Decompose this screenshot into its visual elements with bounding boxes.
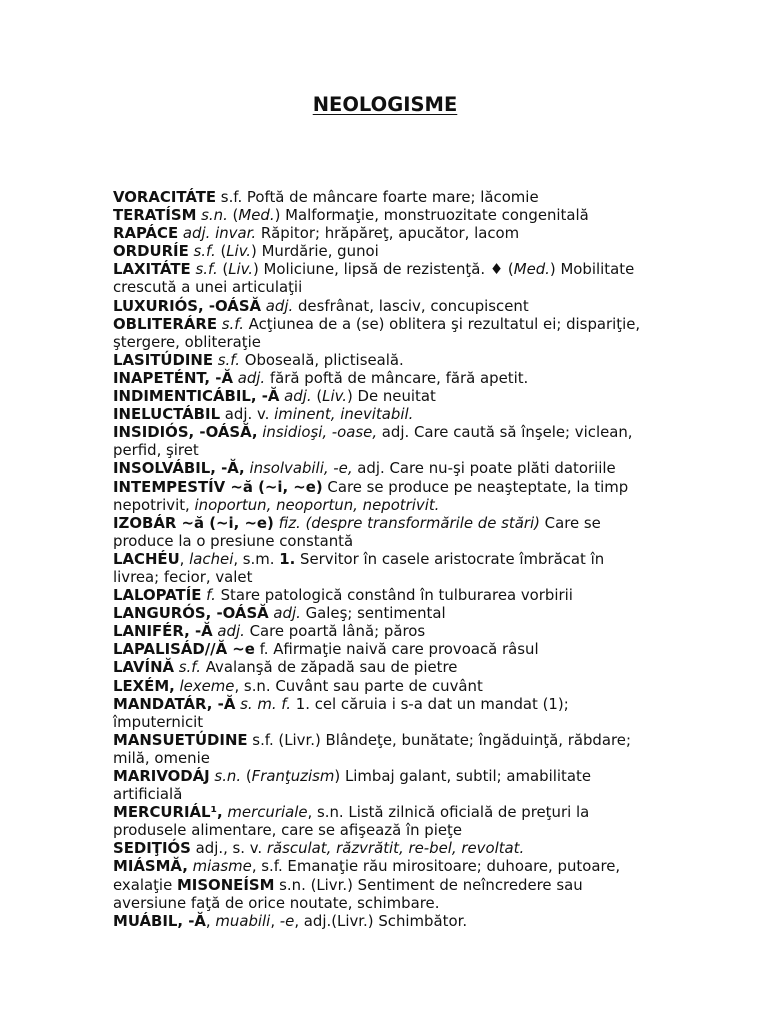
headword: TERATÍSM	[113, 206, 197, 225]
grammar-note: insidioşi, -oase,	[257, 423, 378, 442]
definition-text: , s.f. Emanaţie rău mirositoare; duhoare, putoare,	[251, 857, 621, 876]
entry-line	[113, 459, 713, 477]
entry-line	[113, 206, 713, 224]
grammar-note: muabili	[215, 911, 271, 930]
definition-text: fără poftă de mâncare, fără apetit.	[265, 368, 529, 387]
entry-line	[113, 514, 713, 532]
definition-text: perfid, şiret	[113, 441, 199, 460]
definition-text: f. Afirmaţie naivă care provoacă râsul	[254, 640, 539, 659]
headword: VORACITÁTE	[113, 188, 217, 206]
definition-text: ) De neuitat	[346, 387, 436, 406]
grammar-note: Med.	[238, 206, 275, 225]
entry-line	[113, 839, 713, 857]
headword: INAPETÉNT, -Ă	[113, 368, 233, 387]
entry-line	[113, 695, 713, 713]
entry-line	[113, 496, 713, 514]
definition-text: adj. Care nu-şi poate plăti datoriile	[352, 459, 616, 478]
entry-line	[113, 586, 713, 604]
entry-line	[113, 242, 713, 260]
definition-text: , s.n. Listă zilnică oficială de preţuri la	[307, 803, 590, 822]
entry-line	[113, 260, 713, 278]
definition-text: ) Moliciune, lipsă de rezistenţă. ♦ (	[253, 260, 514, 279]
entry-line	[113, 297, 713, 315]
page-title: NEOLOGISME	[312, 93, 458, 116]
grammar-note: adj.	[261, 296, 294, 315]
definition-text: 1. cel căruia i s-a dat un mandat (1);	[291, 694, 569, 713]
definition-text: ,	[270, 911, 280, 930]
grammar-note: s. m. f.	[235, 694, 292, 713]
headword: LUXURIÓS, -OÁSĂ	[113, 296, 262, 315]
entry-line	[113, 387, 713, 405]
definition-text: produsele alimentare, care se afişează în pieţe	[113, 821, 463, 840]
entry-line	[113, 532, 713, 550]
headword: LALOPATÍE	[113, 586, 202, 605]
grammar-note: s.f.	[174, 658, 202, 677]
definition-text: , s.n. Cuvânt sau parte de cuvânt	[234, 676, 483, 695]
definition-text: produce la o presiune constantă	[113, 531, 354, 550]
entry-line	[113, 604, 713, 622]
entry-line	[113, 640, 713, 658]
entry-line	[113, 731, 713, 749]
grammar-note: adj. invar.	[178, 224, 257, 243]
headword: INSOLVÁBIL, -Ă,	[113, 459, 245, 478]
definition-text: ,	[179, 549, 190, 568]
definition-text: livrea; fecior, valet	[113, 567, 253, 586]
grammar-note: adj.	[232, 368, 266, 387]
grammar-note: Liv.	[226, 242, 252, 261]
headword: ORDURÍE	[113, 242, 189, 261]
grammar-note: iminent, inevitabil.	[274, 405, 414, 424]
entry-line	[113, 568, 713, 586]
entry-line	[113, 658, 713, 676]
headword: INDIMENTICÁBIL, -Ă	[113, 387, 280, 406]
headword: LACHÉU	[113, 549, 180, 568]
definition-text: nepotrivit,	[113, 495, 195, 514]
definition-text: Galeş; sentimental	[300, 604, 446, 623]
entry-line	[113, 912, 713, 930]
definition-text: Răpitor; hrăpăreţ, apucător, lacom	[256, 224, 520, 243]
definition-text: Stare patologică constând în tulburarea vorbirii	[215, 586, 573, 605]
entry-line	[113, 894, 713, 912]
definition-text: ) Murdărie, gunoi	[251, 242, 379, 261]
headword: LAXITÁTE	[113, 260, 191, 279]
entry-line	[113, 369, 713, 387]
grammar-note: s.f.	[213, 350, 241, 369]
definition-text: s.f. Poftă de mâncare foarte mare; lăcomie	[216, 188, 539, 206]
definition-text: desfrânat, lasciv, concupiscent	[293, 296, 529, 315]
headword: SEDIŢIÓS	[113, 839, 191, 858]
entry-line	[113, 278, 713, 296]
grammar-note: lexeme	[174, 676, 235, 695]
entry-line	[113, 677, 713, 695]
definition-text: adj. Care caută să înşele; viclean,	[377, 423, 633, 442]
headword: INTEMPESTÍV ~ă (~i, ~e)	[113, 477, 323, 496]
grammar-note: insolvabili, -e,	[244, 459, 353, 478]
entry-line	[113, 405, 713, 423]
definition-text: (	[215, 242, 227, 261]
definition-text: Avalanşă de zăpadă sau de pietre	[201, 658, 458, 677]
grammar-note: Franţuzism	[251, 767, 335, 785]
definition-text: (	[241, 767, 252, 785]
definition-text: Care se produce pe neaşteptate, la timp	[322, 477, 629, 496]
definition-text: (	[227, 206, 239, 225]
definition-text: ştergere, obliteraţie	[113, 332, 261, 351]
grammar-note: miasme	[187, 857, 252, 876]
grammar-note: adj.	[279, 387, 312, 406]
entry-line	[113, 749, 713, 767]
headword: RAPÁCE	[113, 224, 179, 243]
headword: LAPALISÁD//Ă ~e	[113, 640, 255, 659]
definition-text: Oboseală, plictiseală.	[240, 350, 404, 369]
grammar-note: s.n.	[196, 206, 228, 225]
grammar-note: Liv.	[322, 387, 347, 406]
entry-line	[113, 550, 713, 568]
grammar-note: s.f.	[188, 242, 216, 261]
headword: MUÁBIL, -Ă	[113, 911, 206, 930]
definition-text: Acţiunea de a (se) oblitera şi rezultatul ei; dispariţie,	[243, 314, 641, 333]
headword: IZOBÁR ~ă (~i, ~e)	[113, 513, 274, 532]
grammar-note: mercuriale	[222, 803, 308, 822]
grammar-note: Med.	[513, 260, 550, 279]
entry-line	[113, 785, 713, 803]
headword: MISONEÍSM	[176, 875, 275, 894]
entry-line	[113, 333, 713, 351]
entry-line	[113, 713, 713, 731]
definition-text: Servitor în casele aristocrate îmbrăcat în	[295, 549, 605, 568]
grammar-note: Liv.	[228, 260, 253, 279]
definition-text: ) Mobilitate	[549, 260, 635, 279]
headword: MIÁSMĂ,	[113, 857, 188, 876]
entry-line	[113, 767, 713, 785]
definition-text: adj. v.	[220, 405, 275, 424]
headword: OBLITERÁRE	[113, 314, 217, 333]
entry-line	[113, 857, 713, 875]
grammar-note: s.n.	[209, 767, 242, 785]
headword: 1.	[279, 549, 296, 568]
entries-list	[113, 188, 713, 930]
entry-line	[113, 224, 713, 242]
definition-text: (	[311, 387, 323, 406]
definition-text: s.n. (Livr.) Sentiment de neîncredere sau	[274, 875, 583, 894]
grammar-note: inoportun, neoportun, nepotrivit.	[194, 495, 440, 514]
definition-text: Care se	[539, 513, 601, 532]
definition-text: (	[217, 260, 229, 279]
entry-line	[113, 622, 713, 640]
grammar-note: răsculat, răzvrătit, re-bel, revoltat.	[266, 839, 525, 858]
entry-line	[113, 803, 713, 821]
grammar-note: lachei	[189, 549, 234, 568]
grammar-note: -e	[279, 911, 295, 930]
definition-text: adj., s. v.	[190, 839, 267, 858]
grammar-note: s.f.	[217, 314, 244, 333]
entry-line	[113, 876, 713, 894]
entry-line	[113, 351, 713, 369]
grammar-note: f.	[201, 586, 216, 605]
definition-text: ) Limbaj galant, subtil; amabilitate	[334, 767, 592, 785]
definition-text: exalaţie	[113, 875, 177, 894]
headword: LASITÚDINE	[113, 350, 214, 369]
headword: MERCURIÁL¹,	[113, 803, 223, 822]
headword: LEXÉM,	[113, 676, 175, 695]
headword: MANSUETÚDINE	[113, 730, 248, 749]
headword: LAVÍNĂ	[113, 658, 175, 677]
definition-text: împuternicit	[113, 712, 204, 731]
headword: LANIFÉR, -Ă	[113, 622, 213, 641]
entry-line	[113, 441, 713, 459]
definition-text: s.f. (Livr.) Blândeţe, bunătate; îngăduinţă, răbdare;	[247, 730, 631, 749]
definition-text: milă, omenie	[113, 748, 210, 767]
definition-text: crescută a unei articulaţii	[113, 278, 303, 297]
definition-text: Care poartă lână; păros	[244, 622, 426, 641]
grammar-note: adj.	[212, 622, 245, 641]
definition-text: aversiune faţă de orice noutate, schimbare.	[113, 893, 440, 912]
headword: INELUCTÁBIL	[113, 405, 221, 424]
entry-line	[113, 315, 713, 333]
grammar-note: fiz. (despre transformările de stări)	[273, 513, 540, 532]
headword: MARIVODÁJ	[113, 767, 210, 785]
headword: INSIDIÓS, -OÁSĂ,	[113, 423, 258, 442]
headword: MANDATÁR, -Ă	[113, 694, 236, 713]
definition-text: ,	[205, 911, 216, 930]
entry-line	[113, 478, 713, 496]
grammar-note: adj.	[268, 604, 301, 623]
entry-line	[113, 423, 713, 441]
headword: LANGURÓS, -OÁSĂ	[113, 604, 269, 623]
grammar-note: s.f.	[190, 260, 218, 279]
definition-text: , s.m.	[233, 549, 280, 568]
definition-text: artificială	[113, 785, 183, 804]
entry-line	[113, 188, 713, 206]
definition-text: ) Malformaţie, monstruozitate congenitală	[274, 206, 589, 225]
definition-text: , adj.(Livr.) Schimbător.	[294, 911, 468, 930]
entry-line	[113, 821, 713, 839]
